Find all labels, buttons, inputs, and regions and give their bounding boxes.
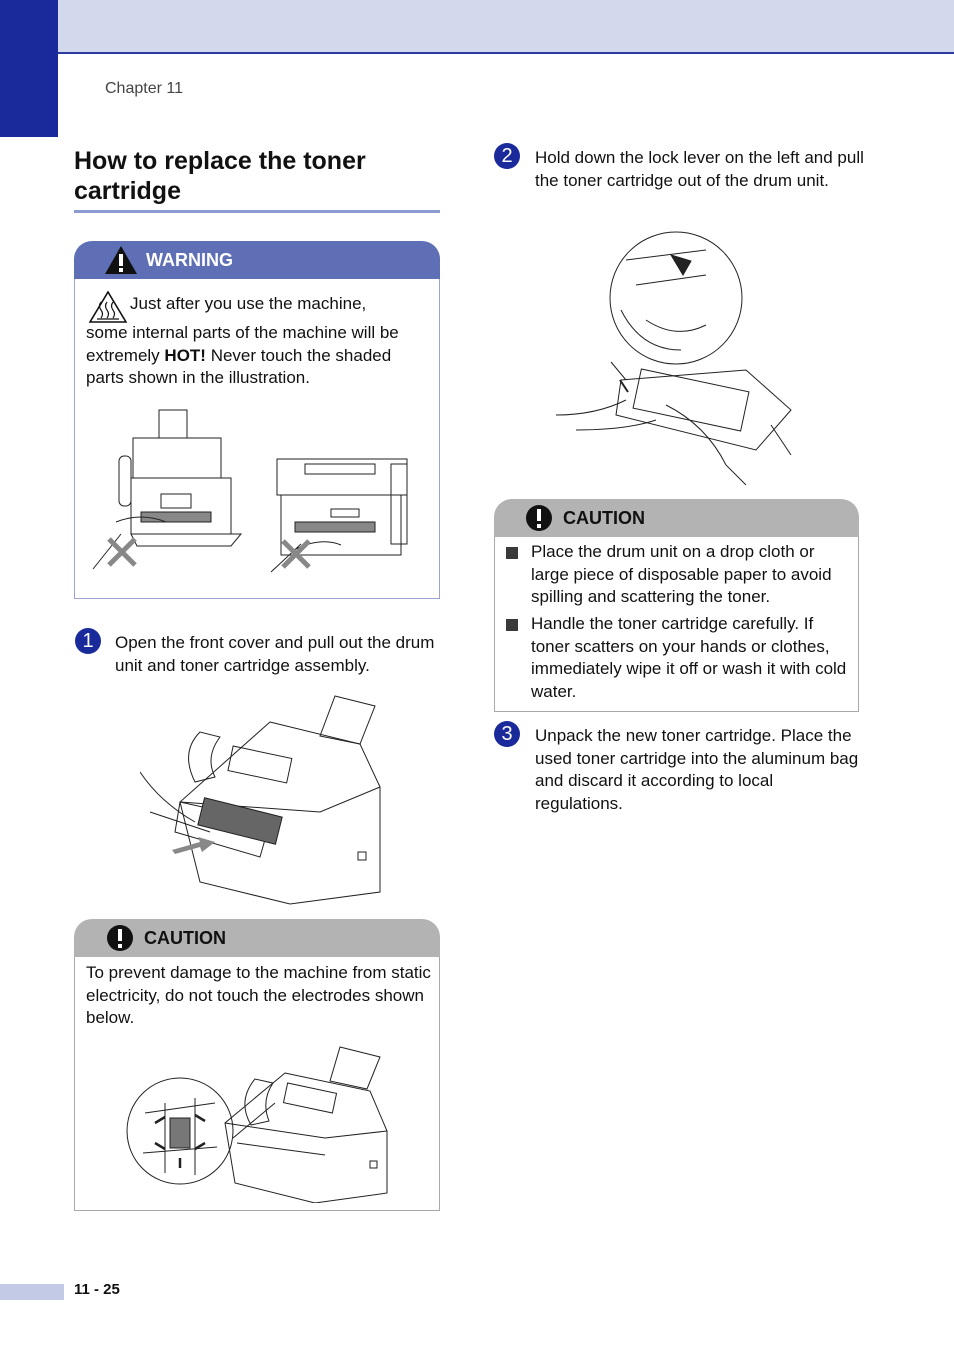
exclamation-icon xyxy=(106,924,134,952)
chapter-label: Chapter 11 xyxy=(105,80,183,97)
step-2-text: Hold down the lock lever on the left and pull the toner cartridge out of the drum unit. xyxy=(535,148,864,190)
caution-static-label: CAUTION xyxy=(144,927,226,948)
page-number: 11 - 25 xyxy=(74,1281,120,1298)
caution-static-text: To prevent damage to the machine from static electricity, do not touch the electrodes shown below. xyxy=(86,963,431,1027)
step-1-number: 1 xyxy=(75,628,101,654)
bullet-marker xyxy=(506,619,518,631)
drum-removal-illustration xyxy=(140,692,390,907)
step-1-text: Open the front cover and pull out the drum unit and toner cartridge assembly. xyxy=(115,633,435,675)
chapter-tab xyxy=(0,0,58,137)
toner-removal-illustration xyxy=(556,230,801,485)
warning-label: WARNING xyxy=(146,249,233,270)
arrow-icon xyxy=(172,837,215,854)
cross-mark-icon xyxy=(109,539,135,565)
caution-bullet-1: Place the drum unit on a drop cloth or large piece of disposable paper to avoid spilling and scattering the toner. xyxy=(531,542,832,606)
warning-box xyxy=(74,249,440,599)
hot-parts-illustration xyxy=(91,404,431,579)
caution-handling-header xyxy=(494,499,859,537)
section-title: How to replace the toner cartridge xyxy=(74,147,366,205)
warning-header xyxy=(74,241,440,279)
caution-static-box xyxy=(74,927,440,1211)
hot-surface-icon xyxy=(89,291,127,323)
step-3-text: Unpack the new toner cartridge. Place the used toner cartridge into the aluminum bag and discard it according to local regulations. xyxy=(535,726,859,813)
caution-bullet-2: Handle the toner cartridge carefully. If toner scatters on your hands or clothes, immediately wipe it off or wash it with cold water. xyxy=(531,614,847,701)
caution-handling-box xyxy=(494,507,859,712)
electrodes-illustration xyxy=(125,1043,395,1203)
step-3-number: 3 xyxy=(494,721,520,747)
cross-mark-icon xyxy=(283,541,309,567)
caution-static-header xyxy=(74,919,440,957)
step-2-number: 2 xyxy=(494,143,520,169)
exclamation-icon xyxy=(525,504,553,532)
warning-text: some internal parts of the machine will be extremely HOT! Never touch the shaded parts shown in the illustration. xyxy=(86,323,399,387)
title-underline xyxy=(74,210,440,213)
caution-handling-label: CAUTION xyxy=(563,507,645,528)
footer-bar xyxy=(0,1284,64,1300)
bullet-marker xyxy=(506,547,518,559)
warning-triangle-icon xyxy=(104,245,138,275)
warning-text-first: Just after you use the machine, xyxy=(130,294,367,313)
top-band xyxy=(0,0,954,54)
